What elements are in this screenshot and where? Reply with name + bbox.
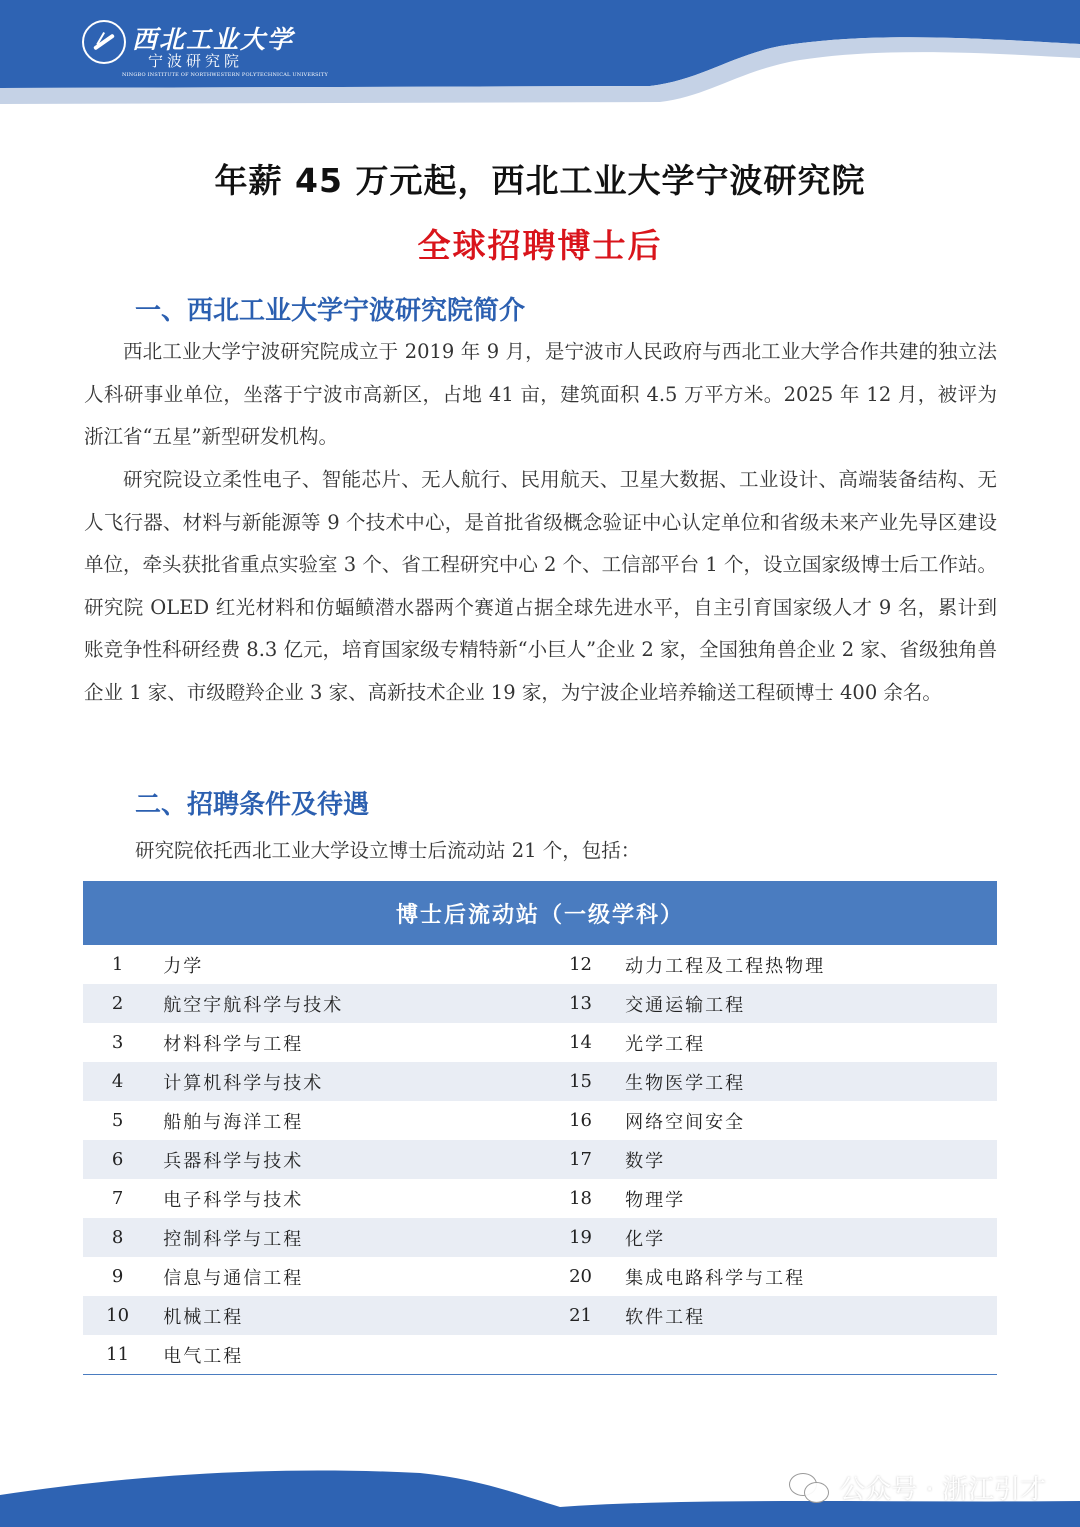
- station-number: 10: [106, 1305, 130, 1326]
- station-name: 动力工程及工程热物理: [625, 955, 826, 977]
- watermark: [789, 1467, 1046, 1507]
- station-number: 17: [569, 1149, 592, 1170]
- stations-table: [83, 881, 997, 1375]
- station-name: 软件工程: [625, 1306, 706, 1328]
- table-row: [83, 1101, 997, 1140]
- intro-paragraph-1: 西北工业大学宁波研究院成立于 2019 年 9 月，是宁波市人民政府与西北工业大学合作共建的独立法人科研事业单位，坐落于宁波市高新区，占地 41 亩，建筑面积 4.5 万平方米。2025 年 12 月，被评为浙江省“五星”新型研发机构。: [84, 340, 997, 448]
- station-name: 信息与通信工程: [163, 1267, 304, 1289]
- station-name: 交通运输工程: [625, 994, 746, 1016]
- station-name: 物理学: [625, 1189, 686, 1211]
- table-row: [83, 1140, 997, 1179]
- station-name: 电子科学与技术: [163, 1189, 304, 1211]
- station-number: 4: [111, 1071, 124, 1092]
- watermark-text: 公众号 · 浙江引才: [839, 1474, 1046, 1505]
- section-heading-intro: 一、西北工业大学宁波研究院简介: [135, 296, 526, 326]
- table-row: [83, 1296, 997, 1335]
- station-number: 19: [569, 1227, 592, 1248]
- station-name: 机械工程: [163, 1306, 244, 1328]
- page-subtitle: 全球招聘博士后: [417, 226, 663, 265]
- table-row: [83, 984, 997, 1023]
- station-number: 11: [106, 1344, 130, 1365]
- table-row: [83, 1218, 997, 1257]
- station-name: 网络空间安全: [625, 1111, 746, 1133]
- table-body: [83, 945, 997, 1374]
- station-name: 力学: [163, 955, 204, 977]
- station-name: 光学工程: [625, 1033, 706, 1055]
- table-row: [83, 1023, 997, 1062]
- station-number: 8: [111, 1227, 124, 1248]
- station-name: 航空宇航科学与技术: [163, 994, 344, 1016]
- station-name: 生物医学工程: [625, 1072, 746, 1094]
- station-name: 化学: [625, 1228, 666, 1250]
- station-name: 电气工程: [163, 1345, 244, 1367]
- station-number: 9: [111, 1266, 124, 1287]
- station-number: 6: [111, 1149, 124, 1170]
- station-name: 计算机科学与技术: [163, 1072, 324, 1094]
- institute-logo: [82, 18, 328, 82]
- station-number: 14: [569, 1032, 592, 1053]
- station-number: 15: [569, 1071, 592, 1092]
- table-row: [83, 1062, 997, 1101]
- station-name: 数学: [625, 1150, 666, 1172]
- station-number: 16: [569, 1110, 592, 1131]
- station-number: 1: [111, 954, 124, 975]
- station-name: 材料科学与工程: [163, 1033, 304, 1055]
- station-number: 3: [111, 1032, 124, 1053]
- station-name: 集成电路科学与工程: [625, 1267, 806, 1289]
- emblem-icon: [82, 20, 126, 64]
- station-number: 12: [569, 954, 592, 975]
- table-row: [83, 1179, 997, 1218]
- station-number: 21: [569, 1305, 592, 1326]
- station-number: 13: [569, 993, 592, 1014]
- station-number: 5: [111, 1110, 124, 1131]
- wechat-icon: [789, 1471, 829, 1503]
- page-title: 年薪 45 万元起，西北工业大学宁波研究院: [214, 161, 866, 200]
- station-number: 7: [111, 1188, 124, 1209]
- table-row: [83, 1335, 997, 1374]
- intro-paragraph-2: 研究院设立柔性电子、智能芯片、无人航行、民用航天、卫星大数据、工业设计、高端装备结构、无人飞行器、材料与新能源等 9 个技术中心，是首批省级概念验证中心认定单位和省级未来产业先导区建设单位，牵头获批省重点实验室 3 个、省工程研究中心 2 个、工信部平台 1 个，设立国家级博士后工作站。研究院 OLED 红光材料和仿蝠鲼潜水器两个赛道占据全球先进水平，自主引育国家级人才 9 名，累计到账竞争性科研经费 8.3 亿元，培育国家级专精特新“小巨人”企业 2 家，全国独角兽企业 2 家、省级独角兽企业 1 家、市级瞪羚企业 3 家、高新技术企业 19 家，为宁波企业培养输送工程硕博士 400 余名。: [84, 468, 997, 704]
- logo-name-sub: 宁波研究院: [148, 52, 244, 70]
- station-name: 船舶与海洋工程: [163, 1111, 304, 1133]
- station-number: 2: [111, 993, 124, 1014]
- logo-name-cn: 西北工业大学: [132, 25, 295, 54]
- table-row: [83, 945, 997, 984]
- station-name: 控制科学与工程: [163, 1228, 304, 1250]
- table-row: [83, 1257, 997, 1296]
- station-number: 18: [569, 1188, 592, 1209]
- stations-intro: 研究院依托西北工业大学设立博士后流动站 21 个，包括：: [135, 839, 641, 862]
- logo-name-en: NINGBO INSTITUTE OF NORTHWESTERN POLYTECHNICAL UNIVERSITY: [122, 72, 328, 78]
- station-number: 20: [569, 1266, 592, 1287]
- table-header: 博士后流动站（一级学科）: [83, 881, 997, 945]
- station-name: 兵器科学与技术: [163, 1150, 304, 1172]
- section-heading-recruitment: 二、招聘条件及待遇: [135, 790, 370, 820]
